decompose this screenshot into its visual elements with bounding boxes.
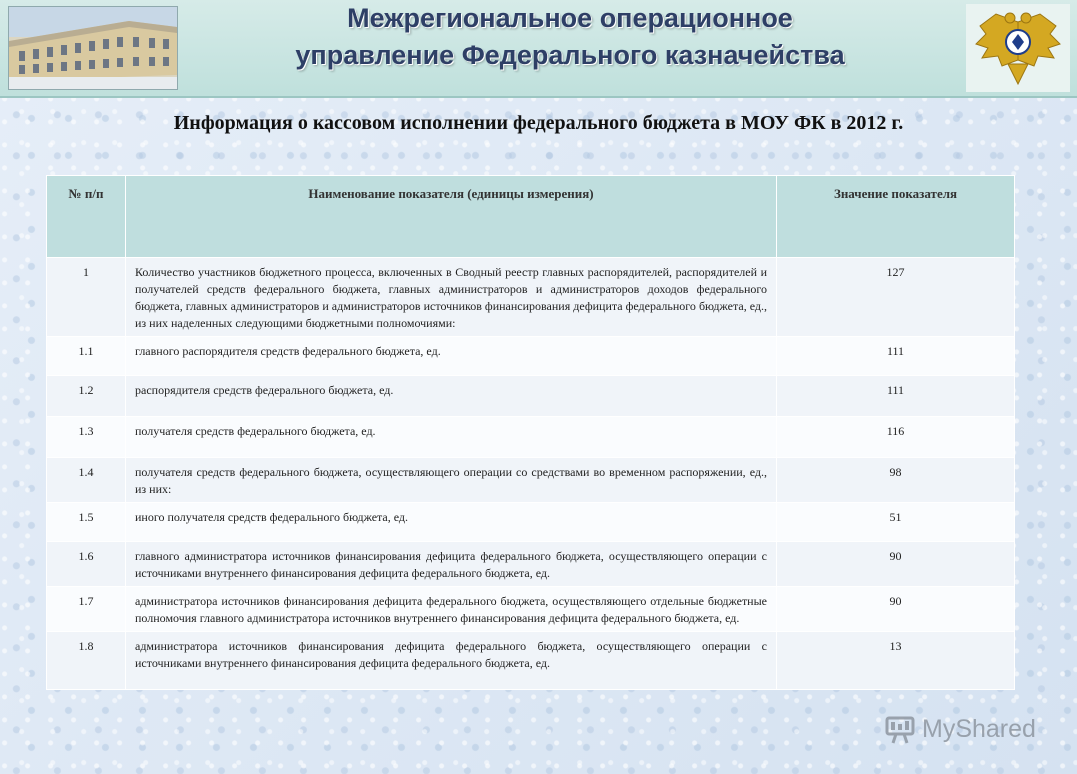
header-title-line1: Межрегиональное операционное xyxy=(347,3,793,33)
row-indicator-name: получателя средств федерального бюджета, ед. xyxy=(126,417,777,458)
row-number: 1.1 xyxy=(47,337,126,376)
table-row xyxy=(47,542,1015,587)
table-row xyxy=(47,503,1015,542)
row-indicator-name: администратора источников финансирования дефицита федерального бюджета, осуществляющего операции с источниками внутреннего финансирования дефицита федерального бюджета, ед. xyxy=(126,632,777,690)
row-indicator-value: 116 xyxy=(777,417,1015,458)
table-row xyxy=(47,458,1015,503)
table-row xyxy=(47,258,1015,337)
watermark-text: MyShared xyxy=(922,714,1036,743)
building-photo xyxy=(8,6,178,90)
row-indicator-name: получателя средств федерального бюджета, осуществляющего операции со средствами во временном распоряжении, ед., из них: xyxy=(126,458,777,503)
row-indicator-value: 111 xyxy=(777,376,1015,417)
myshared-watermark xyxy=(884,712,1036,746)
row-number: 1.7 xyxy=(47,587,126,632)
treasury-emblem-icon xyxy=(966,4,1070,92)
row-indicator-value: 98 xyxy=(777,458,1015,503)
row-indicator-value: 13 xyxy=(777,632,1015,690)
table-row xyxy=(47,337,1015,376)
column-header-number: № п/п xyxy=(47,176,126,258)
row-number: 1.3 xyxy=(47,417,126,458)
row-indicator-name: главного распорядителя средств федерального бюджета, ед. xyxy=(126,337,777,376)
row-indicator-value: 90 xyxy=(777,587,1015,632)
table-row xyxy=(47,587,1015,632)
row-indicator-value: 111 xyxy=(777,337,1015,376)
table-header-row xyxy=(47,176,1015,258)
table-row xyxy=(47,417,1015,458)
header-banner xyxy=(0,0,1077,98)
myshared-logo-icon xyxy=(884,713,916,745)
row-number: 1 xyxy=(47,258,126,337)
row-indicator-name: администратора источников финансирования дефицита федерального бюджета, осуществляющего отдельные бюджетные полномочия главного администратора источников внутреннего финансирования дефицита федерального бюджета, ед. xyxy=(126,587,777,632)
row-number: 1.6 xyxy=(47,542,126,587)
column-header-indicator-name: Наименование показателя (единицы измерения) xyxy=(126,176,777,258)
row-indicator-value: 127 xyxy=(777,258,1015,337)
table-row xyxy=(47,376,1015,417)
header-title-line2: управление Федерального казначейства xyxy=(295,40,845,70)
row-indicator-value: 51 xyxy=(777,503,1015,542)
row-number: 1.4 xyxy=(47,458,126,503)
budget-indicators-table xyxy=(46,175,1015,690)
row-indicator-name: Количество участников бюджетного процесса, включенных в Сводный реестр главных распорядителей, распорядителей и получателей средств федерального бюджета, главных администраторов и администраторов доходов федерального бюджета, главных администраторов и администраторов источников финансирования дефицита федерального бюджета, ед., из них наделенных следующими бюджетными полномочиями: xyxy=(126,258,777,337)
row-number: 1.8 xyxy=(47,632,126,690)
row-indicator-name: главного администратора источников финансирования дефицита федерального бюджета, осуществляющего операции с источниками внутреннего финансирования дефицита федерального бюджета, ед. xyxy=(126,542,777,587)
row-indicator-name: распорядителя средств федерального бюджета, ед. xyxy=(126,376,777,417)
row-indicator-name: иного получателя средств федерального бюджета, ед. xyxy=(126,503,777,542)
table-row xyxy=(47,632,1015,690)
page-subtitle: Информация о кассовом исполнении федерального бюджета в МОУ ФК в 2012 г. xyxy=(173,112,904,134)
column-header-indicator-value: Значение показателя xyxy=(777,176,1015,258)
row-number: 1.5 xyxy=(47,503,126,542)
row-number: 1.2 xyxy=(47,376,126,417)
row-indicator-value: 90 xyxy=(777,542,1015,587)
